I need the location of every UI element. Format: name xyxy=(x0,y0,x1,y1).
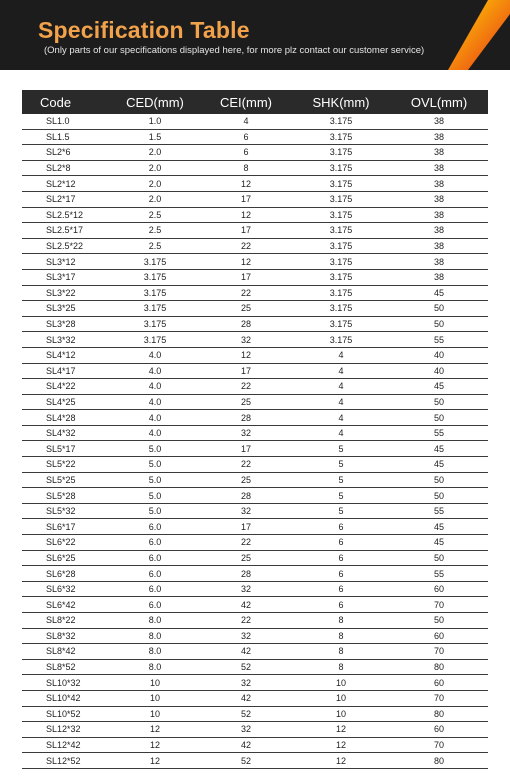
cell-ced: 6.0 xyxy=(110,597,200,613)
table-row xyxy=(22,519,488,535)
cell-ovl: 38 xyxy=(390,238,488,254)
cell-code: SL5*17 xyxy=(22,441,110,457)
cell-shk: 12 xyxy=(292,753,390,769)
cell-shk: 3.175 xyxy=(292,129,390,145)
cell-code: SL2.5*17 xyxy=(22,223,110,239)
cell-ovl: 55 xyxy=(390,425,488,441)
table-row xyxy=(22,347,488,363)
cell-shk: 6 xyxy=(292,597,390,613)
cell-ced: 3.175 xyxy=(110,254,200,270)
table-row xyxy=(22,675,488,691)
cell-ced: 12 xyxy=(110,737,200,753)
cell-code: SL6*17 xyxy=(22,519,110,535)
cell-code: SL4*25 xyxy=(22,394,110,410)
cell-ovl: 70 xyxy=(390,737,488,753)
column-header-ovl: OVL(mm) xyxy=(390,90,488,114)
cell-code: SL3*17 xyxy=(22,269,110,285)
cell-cei: 42 xyxy=(200,644,292,660)
cell-ovl: 60 xyxy=(390,722,488,738)
cell-ced: 6.0 xyxy=(110,535,200,551)
cell-code: SL10*32 xyxy=(22,675,110,691)
cell-shk: 3.175 xyxy=(292,254,390,270)
cell-ced: 12 xyxy=(110,722,200,738)
cell-code: SL10*42 xyxy=(22,690,110,706)
table-row xyxy=(22,160,488,176)
cell-cei: 32 xyxy=(200,425,292,441)
cell-ced: 5.0 xyxy=(110,472,200,488)
cell-ovl: 50 xyxy=(390,301,488,317)
cell-cei: 32 xyxy=(200,581,292,597)
cell-cei: 17 xyxy=(200,191,292,207)
cell-shk: 3.175 xyxy=(292,160,390,176)
cell-ced: 5.0 xyxy=(110,441,200,457)
cell-ced: 10 xyxy=(110,675,200,691)
cell-code: SL2*12 xyxy=(22,176,110,192)
table-row xyxy=(22,254,488,270)
cell-shk: 4 xyxy=(292,379,390,395)
cell-ovl: 60 xyxy=(390,628,488,644)
cell-shk: 10 xyxy=(292,690,390,706)
cell-code: SL6*22 xyxy=(22,535,110,551)
cell-shk: 6 xyxy=(292,566,390,582)
cell-shk: 3.175 xyxy=(292,238,390,254)
cell-shk: 4 xyxy=(292,410,390,426)
table-row xyxy=(22,394,488,410)
cell-ovl: 70 xyxy=(390,597,488,613)
cell-shk: 4 xyxy=(292,425,390,441)
cell-ovl: 50 xyxy=(390,488,488,504)
cell-ovl: 60 xyxy=(390,581,488,597)
cell-cei: 6 xyxy=(200,145,292,161)
cell-cei: 17 xyxy=(200,269,292,285)
cell-code: SL6*28 xyxy=(22,566,110,582)
cell-cei: 12 xyxy=(200,254,292,270)
table-row xyxy=(22,332,488,348)
cell-code: SL12*52 xyxy=(22,753,110,769)
cell-code: SL5*28 xyxy=(22,488,110,504)
table-row xyxy=(22,145,488,161)
cell-code: SL12*32 xyxy=(22,722,110,738)
cell-ced: 8.0 xyxy=(110,659,200,675)
cell-ovl: 50 xyxy=(390,550,488,566)
cell-code: SL3*32 xyxy=(22,332,110,348)
cell-code: SL3*28 xyxy=(22,316,110,332)
cell-shk: 3.175 xyxy=(292,191,390,207)
cell-ced: 6.0 xyxy=(110,566,200,582)
cell-code: SL8*42 xyxy=(22,644,110,660)
cell-code: SL8*22 xyxy=(22,613,110,629)
cell-ovl: 50 xyxy=(390,410,488,426)
cell-code: SL4*12 xyxy=(22,347,110,363)
cell-cei: 17 xyxy=(200,519,292,535)
cell-code: SL1.0 xyxy=(22,114,110,129)
cell-ced: 10 xyxy=(110,690,200,706)
cell-shk: 3.175 xyxy=(292,207,390,223)
cell-cei: 32 xyxy=(200,503,292,519)
table-row xyxy=(22,176,488,192)
cell-shk: 5 xyxy=(292,472,390,488)
page-title: Specification Table xyxy=(38,17,250,43)
cell-ovl: 38 xyxy=(390,269,488,285)
cell-code: SL4*28 xyxy=(22,410,110,426)
cell-ced: 6.0 xyxy=(110,519,200,535)
cell-shk: 5 xyxy=(292,457,390,473)
cell-cei: 25 xyxy=(200,301,292,317)
cell-ced: 2.0 xyxy=(110,160,200,176)
cell-ced: 3.175 xyxy=(110,285,200,301)
cell-code: SL4*22 xyxy=(22,379,110,395)
cell-ovl: 38 xyxy=(390,160,488,176)
table-row xyxy=(22,223,488,239)
cell-cei: 17 xyxy=(200,363,292,379)
cell-shk: 5 xyxy=(292,441,390,457)
cell-ced: 4.0 xyxy=(110,363,200,379)
page-subtitle: (Only parts of our specifications displayed here, for more plz contact our customer service) xyxy=(44,45,425,56)
cell-code: SL1.5 xyxy=(22,129,110,145)
cell-cei: 32 xyxy=(200,675,292,691)
cell-shk: 8 xyxy=(292,613,390,629)
cell-ovl: 50 xyxy=(390,316,488,332)
cell-ced: 5.0 xyxy=(110,503,200,519)
column-header-cei: CEI(mm) xyxy=(200,90,292,114)
cell-ced: 8.0 xyxy=(110,613,200,629)
table-row xyxy=(22,503,488,519)
cell-ced: 4.0 xyxy=(110,410,200,426)
table-row xyxy=(22,722,488,738)
cell-ced: 6.0 xyxy=(110,550,200,566)
table-row xyxy=(22,238,488,254)
cell-cei: 32 xyxy=(200,332,292,348)
cell-shk: 6 xyxy=(292,519,390,535)
cell-ced: 1.0 xyxy=(110,114,200,129)
table-row xyxy=(22,441,488,457)
table-row xyxy=(22,301,488,317)
cell-cei: 28 xyxy=(200,316,292,332)
cell-cei: 42 xyxy=(200,690,292,706)
cell-ced: 5.0 xyxy=(110,457,200,473)
table-row xyxy=(22,457,488,473)
cell-shk: 4 xyxy=(292,347,390,363)
cell-ced: 3.175 xyxy=(110,332,200,348)
cell-code: SL5*22 xyxy=(22,457,110,473)
table-row xyxy=(22,472,488,488)
cell-ced: 4.0 xyxy=(110,347,200,363)
cell-ovl: 55 xyxy=(390,332,488,348)
cell-ovl: 38 xyxy=(390,254,488,270)
cell-shk: 3.175 xyxy=(292,223,390,239)
cell-ced: 3.175 xyxy=(110,269,200,285)
cell-shk: 6 xyxy=(292,581,390,597)
cell-ced: 2.5 xyxy=(110,223,200,239)
cell-shk: 12 xyxy=(292,737,390,753)
table-row xyxy=(22,363,488,379)
cell-ovl: 38 xyxy=(390,207,488,223)
cell-code: SL8*32 xyxy=(22,628,110,644)
cell-cei: 28 xyxy=(200,566,292,582)
cell-shk: 10 xyxy=(292,706,390,722)
cell-cei: 22 xyxy=(200,535,292,551)
cell-ced: 1.5 xyxy=(110,129,200,145)
cell-shk: 12 xyxy=(292,722,390,738)
cell-ced: 10 xyxy=(110,706,200,722)
table-row xyxy=(22,207,488,223)
cell-ced: 2.0 xyxy=(110,191,200,207)
cell-cei: 52 xyxy=(200,753,292,769)
cell-ovl: 70 xyxy=(390,690,488,706)
cell-ovl: 80 xyxy=(390,659,488,675)
cell-ovl: 45 xyxy=(390,441,488,457)
cell-ovl: 40 xyxy=(390,363,488,379)
cell-code: SL4*32 xyxy=(22,425,110,441)
table-body xyxy=(22,114,488,768)
cell-cei: 28 xyxy=(200,410,292,426)
table-row xyxy=(22,129,488,145)
cell-shk: 3.175 xyxy=(292,316,390,332)
cell-ovl: 38 xyxy=(390,145,488,161)
cell-cei: 12 xyxy=(200,207,292,223)
cell-ovl: 55 xyxy=(390,566,488,582)
cell-shk: 4 xyxy=(292,394,390,410)
cell-cei: 12 xyxy=(200,176,292,192)
cell-cei: 8 xyxy=(200,160,292,176)
column-header-ced: CED(mm) xyxy=(110,90,200,114)
cell-shk: 8 xyxy=(292,659,390,675)
cell-ovl: 38 xyxy=(390,129,488,145)
cell-ced: 6.0 xyxy=(110,581,200,597)
cell-ced: 2.5 xyxy=(110,207,200,223)
cell-ovl: 45 xyxy=(390,379,488,395)
spec-table xyxy=(22,90,488,769)
cell-ovl: 38 xyxy=(390,114,488,129)
cell-code: SL6*32 xyxy=(22,581,110,597)
cell-cei: 22 xyxy=(200,379,292,395)
cell-code: SL2.5*22 xyxy=(22,238,110,254)
table-row xyxy=(22,644,488,660)
cell-code: SL10*52 xyxy=(22,706,110,722)
cell-cei: 12 xyxy=(200,347,292,363)
cell-ced: 3.175 xyxy=(110,316,200,332)
cell-shk: 10 xyxy=(292,675,390,691)
table-row xyxy=(22,613,488,629)
cell-shk: 3.175 xyxy=(292,145,390,161)
cell-ced: 2.0 xyxy=(110,176,200,192)
cell-cei: 4 xyxy=(200,114,292,129)
cell-ovl: 45 xyxy=(390,285,488,301)
table-row xyxy=(22,737,488,753)
cell-cei: 25 xyxy=(200,550,292,566)
cell-code: SL2*17 xyxy=(22,191,110,207)
cell-code: SL3*22 xyxy=(22,285,110,301)
table-row xyxy=(22,191,488,207)
cell-shk: 4 xyxy=(292,363,390,379)
cell-cei: 42 xyxy=(200,597,292,613)
cell-cei: 52 xyxy=(200,706,292,722)
cell-shk: 8 xyxy=(292,628,390,644)
cell-ovl: 50 xyxy=(390,472,488,488)
cell-code: SL4*17 xyxy=(22,363,110,379)
table-row xyxy=(22,488,488,504)
cell-ced: 4.0 xyxy=(110,394,200,410)
cell-ovl: 40 xyxy=(390,347,488,363)
cell-shk: 6 xyxy=(292,550,390,566)
table-row xyxy=(22,379,488,395)
table-row xyxy=(22,581,488,597)
table-row xyxy=(22,690,488,706)
table-row xyxy=(22,753,488,769)
cell-cei: 22 xyxy=(200,613,292,629)
spec-table-container xyxy=(22,90,488,769)
cell-cei: 6 xyxy=(200,129,292,145)
table-row xyxy=(22,550,488,566)
cell-ced: 8.0 xyxy=(110,628,200,644)
cell-cei: 17 xyxy=(200,223,292,239)
table-row xyxy=(22,535,488,551)
cell-shk: 3.175 xyxy=(292,176,390,192)
cell-code: SL6*42 xyxy=(22,597,110,613)
cell-ovl: 55 xyxy=(390,503,488,519)
column-header-code: Code xyxy=(22,90,110,114)
cell-ovl: 80 xyxy=(390,706,488,722)
cell-ced: 4.0 xyxy=(110,379,200,395)
cell-shk: 8 xyxy=(292,644,390,660)
cell-code: SL2*6 xyxy=(22,145,110,161)
table-row xyxy=(22,410,488,426)
table-row xyxy=(22,706,488,722)
cell-shk: 5 xyxy=(292,488,390,504)
cell-ced: 4.0 xyxy=(110,425,200,441)
cell-shk: 6 xyxy=(292,535,390,551)
table-row xyxy=(22,269,488,285)
cell-code: SL3*12 xyxy=(22,254,110,270)
cell-ovl: 80 xyxy=(390,753,488,769)
cell-ovl: 50 xyxy=(390,394,488,410)
cell-cei: 28 xyxy=(200,488,292,504)
table-row xyxy=(22,628,488,644)
cell-cei: 52 xyxy=(200,659,292,675)
cell-ced: 12 xyxy=(110,753,200,769)
cell-ovl: 70 xyxy=(390,644,488,660)
cell-shk: 3.175 xyxy=(292,269,390,285)
table-row xyxy=(22,566,488,582)
cell-cei: 32 xyxy=(200,628,292,644)
cell-ovl: 50 xyxy=(390,613,488,629)
cell-cei: 22 xyxy=(200,457,292,473)
cell-ovl: 45 xyxy=(390,457,488,473)
cell-ovl: 38 xyxy=(390,223,488,239)
cell-ced: 2.0 xyxy=(110,145,200,161)
cell-ovl: 38 xyxy=(390,176,488,192)
cell-shk: 3.175 xyxy=(292,332,390,348)
cell-cei: 22 xyxy=(200,285,292,301)
cell-cei: 25 xyxy=(200,472,292,488)
column-header-shk: SHK(mm) xyxy=(292,90,390,114)
cell-cei: 17 xyxy=(200,441,292,457)
cell-shk: 3.175 xyxy=(292,114,390,129)
cell-ovl: 45 xyxy=(390,535,488,551)
cell-ovl: 45 xyxy=(390,519,488,535)
cell-shk: 3.175 xyxy=(292,285,390,301)
table-row xyxy=(22,425,488,441)
cell-code: SL2*8 xyxy=(22,160,110,176)
cell-code: SL6*25 xyxy=(22,550,110,566)
table-row xyxy=(22,285,488,301)
cell-code: SL8*52 xyxy=(22,659,110,675)
cell-ced: 3.175 xyxy=(110,301,200,317)
cell-code: SL5*32 xyxy=(22,503,110,519)
header-banner xyxy=(0,0,510,70)
cell-shk: 5 xyxy=(292,503,390,519)
cell-code: SL12*42 xyxy=(22,737,110,753)
stripe-accent-icon xyxy=(428,0,510,70)
cell-ced: 5.0 xyxy=(110,488,200,504)
cell-cei: 22 xyxy=(200,238,292,254)
table-row xyxy=(22,316,488,332)
table-row xyxy=(22,597,488,613)
cell-ovl: 60 xyxy=(390,675,488,691)
cell-code: SL5*25 xyxy=(22,472,110,488)
cell-ced: 8.0 xyxy=(110,644,200,660)
table-row xyxy=(22,114,488,129)
cell-ovl: 38 xyxy=(390,191,488,207)
cell-cei: 42 xyxy=(200,737,292,753)
table-header-row xyxy=(22,90,488,114)
cell-cei: 32 xyxy=(200,722,292,738)
cell-cei: 25 xyxy=(200,394,292,410)
table-row xyxy=(22,659,488,675)
cell-shk: 3.175 xyxy=(292,301,390,317)
cell-code: SL3*25 xyxy=(22,301,110,317)
cell-ced: 2.5 xyxy=(110,238,200,254)
cell-code: SL2.5*12 xyxy=(22,207,110,223)
